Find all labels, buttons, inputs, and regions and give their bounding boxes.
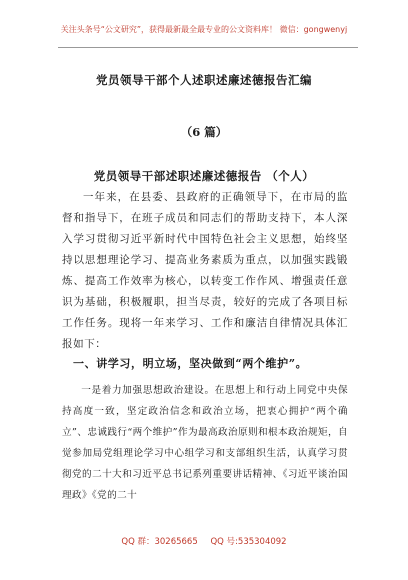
footer-contact — [0, 535, 408, 547]
heading-1: 一、讲学习，明立场，坚决做到“两个维护”。 — [73, 357, 308, 370]
document-title: 党员领导干部个人述职述廉述德报告汇编 — [96, 73, 312, 87]
document-count: （6 篇） — [180, 125, 228, 139]
header-promo-text: 关注头条号“公文研究”，获得最新最全最专业的公文资料库！ 微信：gongwenyj — [60, 25, 348, 34]
footer-qq-group: QQ 群：30265665 — [121, 537, 198, 547]
body-paragraph-2: 一是着力加强思想政治建设。在思想上和行动上同党中央保持高度一致，坚定政治信念和政治立场，把衷心拥护“两个确立”、忠诚践行“两个维护”作为最高政治原则和根本政治规矩，自觉参加局党组理论学习中心组学习和支部组织生活，认真学习贯彻党的二十大和习近平总书记系列重要讲话精神、《习近平谈治国理政》《党的二十 — [62, 385, 348, 501]
body-paragraph-1: 一年来，在县委、县政府的正确领导下，在市局的监督和指导下，在班子成员和同志们的帮助支持下，本人深入学习贯彻习近平新时代中国特色社会主义思想，始终坚持以思想理论学习、提高业务素质为重点，以加强实践锻炼、提高工作效率为核心，以转变工作作风、增强责任意识为基础，积极履职，担当尽责，较好的完成了各项目标工作任务。现将一年来学习、工作和廉洁自律情况具体汇报如下： — [62, 191, 348, 350]
footer-qq-number: QQ 号:535304092 — [210, 537, 287, 547]
section-title: 党员领导干部述职述廉述德报告 （个人） — [93, 169, 315, 183]
header-divider — [58, 47, 358, 48]
